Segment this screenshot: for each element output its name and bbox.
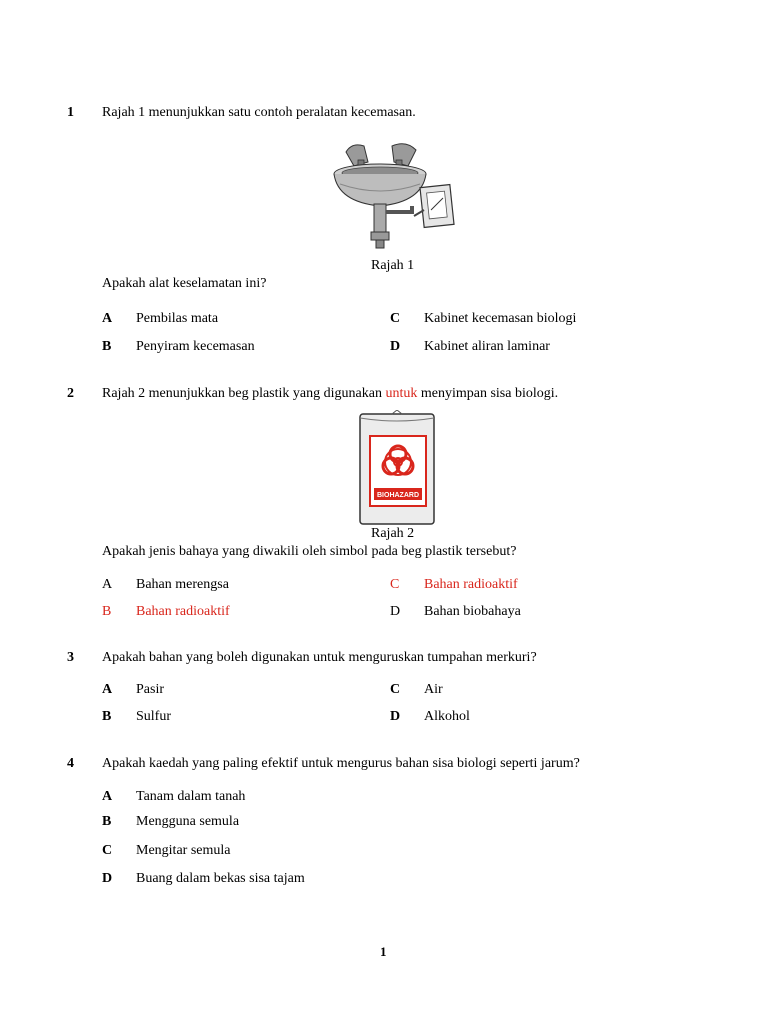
q4-option-d-letter: D (102, 871, 113, 886)
q4-option-b-letter: B (102, 814, 112, 829)
q1-option-d-text: Kabinet aliran laminar (424, 339, 550, 354)
q3-option-a-text: Pasir (136, 682, 164, 697)
q2-option-d-text: Bahan biobahaya (424, 604, 521, 619)
figure-2-caption: Rajah 2 (371, 526, 415, 541)
q2-option-c-text: Bahan radioaktif (424, 577, 518, 592)
question-1-text: Apakah alat keselamatan ini? (102, 276, 267, 291)
question-1-number: 1 (67, 105, 74, 120)
q2-option-a-letter: A (102, 577, 113, 592)
q3-option-d-letter: D (390, 709, 401, 724)
q3-option-d-text: Alkohol (424, 709, 470, 724)
q1-option-b-letter: B (102, 339, 112, 354)
q4-option-a-letter: A (102, 789, 113, 804)
q2-option-d-letter: D (390, 604, 401, 619)
eyewash-station-figure (330, 140, 460, 252)
q3-option-c-letter: C (390, 682, 401, 697)
figure-1-caption: Rajah 1 (371, 258, 415, 273)
q1-option-c-text: Kabinet kecemasan biologi (424, 311, 577, 326)
q4-option-c-letter: C (102, 843, 113, 858)
q3-option-c-text: Air (424, 682, 443, 697)
question-4-number: 4 (67, 756, 74, 771)
q2-option-b-letter: B (102, 604, 112, 619)
question-3-number: 3 (67, 650, 74, 665)
q2-option-c-letter: C (390, 577, 400, 592)
q4-option-c-text: Mengitar semula (136, 843, 231, 858)
q1-option-d-letter: D (390, 339, 401, 354)
question-4-stem: Apakah kaedah yang paling efektif untuk mengurus bahan sisa biologi seperti jarum? (102, 756, 580, 771)
question-2-text: Apakah jenis bahaya yang diwakili oleh simbol pada beg plastik tersebut? (102, 544, 517, 559)
q4-option-a-text: Tanam dalam tanah (136, 789, 246, 804)
q2-option-a-text: Bahan merengsa (136, 577, 229, 592)
stem-part-after: menyimpan sisa biologi. (417, 386, 559, 401)
q4-option-b-text: Mengguna semula (136, 814, 240, 829)
q1-option-b-text: Penyiram kecemasan (136, 339, 255, 354)
question-2-stem (102, 386, 558, 402)
q4-option-d-text: Buang dalam bekas sisa tajam (136, 871, 305, 886)
q3-option-a-letter: A (102, 682, 113, 697)
q1-option-c-letter: C (390, 311, 401, 326)
q3-option-b-letter: B (102, 709, 112, 724)
q3-option-b-text: Sulfur (136, 709, 171, 724)
stem-highlight: untuk (385, 386, 418, 401)
q1-option-a-text: Pembilas mata (136, 311, 219, 326)
question-1-stem: Rajah 1 menunjukkan satu contoh peralatan kecemasan. (102, 105, 416, 120)
question-3-stem: Apakah bahan yang boleh digunakan untuk menguruskan tumpahan merkuri? (102, 650, 537, 665)
question-2-number: 2 (67, 386, 74, 401)
biohazard-label: BIOHAZARD (377, 492, 419, 499)
q2-option-b-text: Bahan radioaktif (136, 604, 230, 619)
page-number: 1 (380, 944, 387, 959)
biohazard-bag-figure (356, 410, 438, 526)
q1-option-a-letter: A (102, 311, 113, 326)
stem-part-before: Rajah 2 menunjukkan beg plastik yang digunakan (102, 386, 386, 401)
